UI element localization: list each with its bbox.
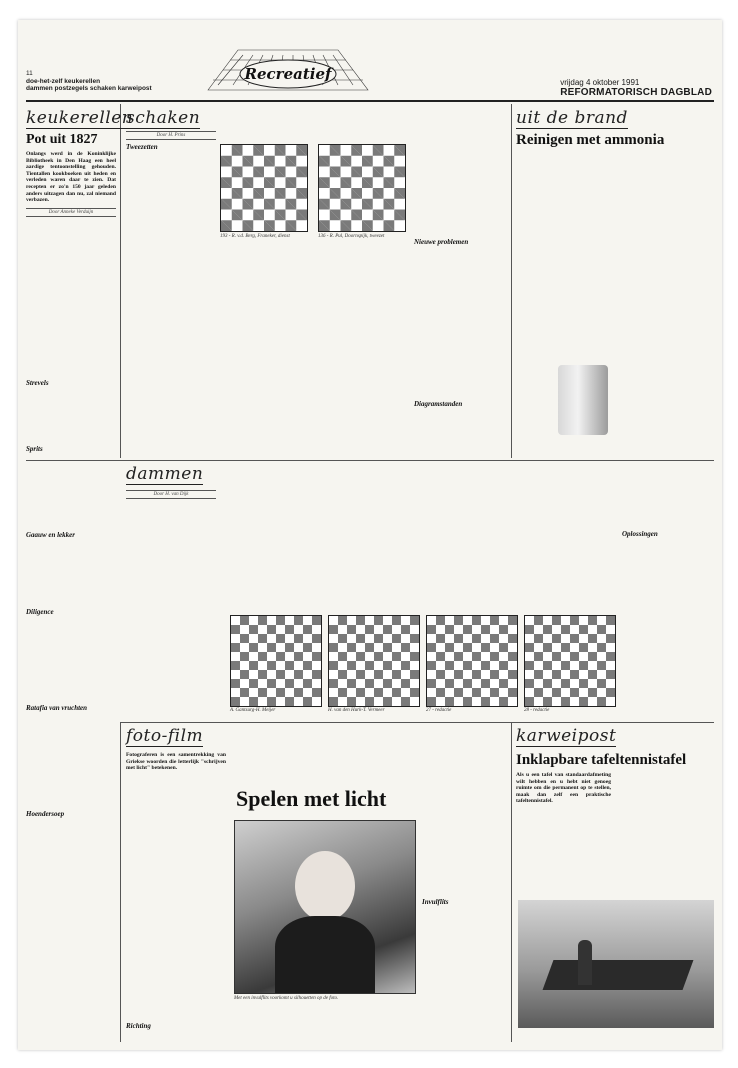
photo-caption: Met een invulflits voorkomt u silhouetten op de foto. [234,996,339,1001]
header-rule [26,100,714,102]
byline: Door Anneke Verduijn [26,208,116,217]
diagram-caption: 136 - R. Pul, Doornspijk, tweezet [318,234,385,239]
article-title: Spelen met licht [236,786,387,811]
divider [120,104,121,458]
section-heading: karweipost [516,726,617,746]
karweipost-section [516,726,714,805]
section-heading: keukerellen [26,108,134,128]
section-heading: dammen [126,464,204,484]
draughts-diagram [328,615,420,707]
section-rule [120,722,714,723]
recreatief-logo [198,40,378,98]
divider [120,722,121,1042]
subhead: Tweezetten [126,143,158,151]
chess-diagram [318,144,406,232]
subhead: Gaauw en lekker [26,531,75,540]
divider [511,104,512,458]
section-heading: schaken [126,108,201,128]
byline: Door H. van Dijk [126,490,216,499]
svg-text:Recreatief: Recreatief [244,65,332,83]
subhead: Ratafia van vruchten [26,703,88,712]
draughts-diagram [524,615,616,707]
header-left [26,70,152,93]
diagram-caption: 28 - redactie [524,708,550,713]
schaken-section [126,108,506,151]
section-heading: foto-film [126,726,204,746]
subhead: Strevels [26,379,49,387]
draughts-diagram [426,615,518,707]
uitdebrand-section [516,108,714,149]
article-title: Inklapbare tafeltennistafel [516,752,687,768]
paper-name: REFORMATORISCH DAGBLAD [560,87,712,98]
article-title: Reinigen met ammonia [516,132,665,148]
child-portrait-photo [234,820,416,994]
fotofilm-section [126,726,226,772]
dammen-section [126,464,203,484]
section-rule [26,460,714,461]
header-right [560,78,712,98]
table-tennis-photo [518,900,714,1028]
ammonia-bottle-photo [558,365,608,435]
header-topics-1: doe-het-zelf keukerellen [26,77,101,85]
byline: Door H. Prins [126,131,216,140]
article-lead: Onlangs werd in de Koninklijke Bibliotheek in Den Haag een heel aardige tentoonstelling gehouden. Tientallen kookboeken uit heden en verleden waren daar te zien. Dat recepten er zo'n 150 jaar geleden anders uitzagen dan nu, zal niemand verbazen. [26,151,116,204]
section-heading: uit de brand [516,108,628,128]
keukerellen-section [26,108,134,217]
keukerellen-body [26,260,116,1040]
newspaper-page [18,20,722,1050]
article-lead: Als u een tafel van standaardafmeting wilt hebben en u hebt niet genoeg ruimte om die permanent op te stellen, maak dan zelf een praktische tafeltennistafel. [516,772,611,805]
draughts-diagram [230,615,322,707]
subhead: Hoendersoep [26,810,65,819]
subhead: Diagramstanden [414,400,463,408]
diagram-caption: H. van den Hurk-T. Vermeer [328,708,385,713]
page-number: 11 [26,70,33,77]
issue-date: vrijdag 4 oktober 1991 [560,78,640,87]
article-lead: Fotograferen is een samentrekking van Griekse woorden die letterlijk "schrijven met licht" betekenen. [126,752,226,772]
article-title: Pot uit 1827 [26,132,98,147]
header-topics-2: dammen postzegels schaken karweipost [26,85,152,92]
subhead: Sprits [26,445,43,454]
subhead: Richting [126,1022,151,1030]
subhead: Oplossingen [622,530,658,538]
diagram-caption: A. Gantsurg-H. Meijer [230,708,276,713]
subhead: Invulflits [422,898,449,906]
chess-diagram [220,144,308,232]
diagram-caption: 27 - redactie [426,708,452,713]
subhead: Nieuwe problemen [414,238,469,246]
divider [511,722,512,1042]
diagram-caption: 193 - R. v.d. Berg, Franeker, dienst [220,234,290,239]
subhead: Diligence [26,607,54,616]
